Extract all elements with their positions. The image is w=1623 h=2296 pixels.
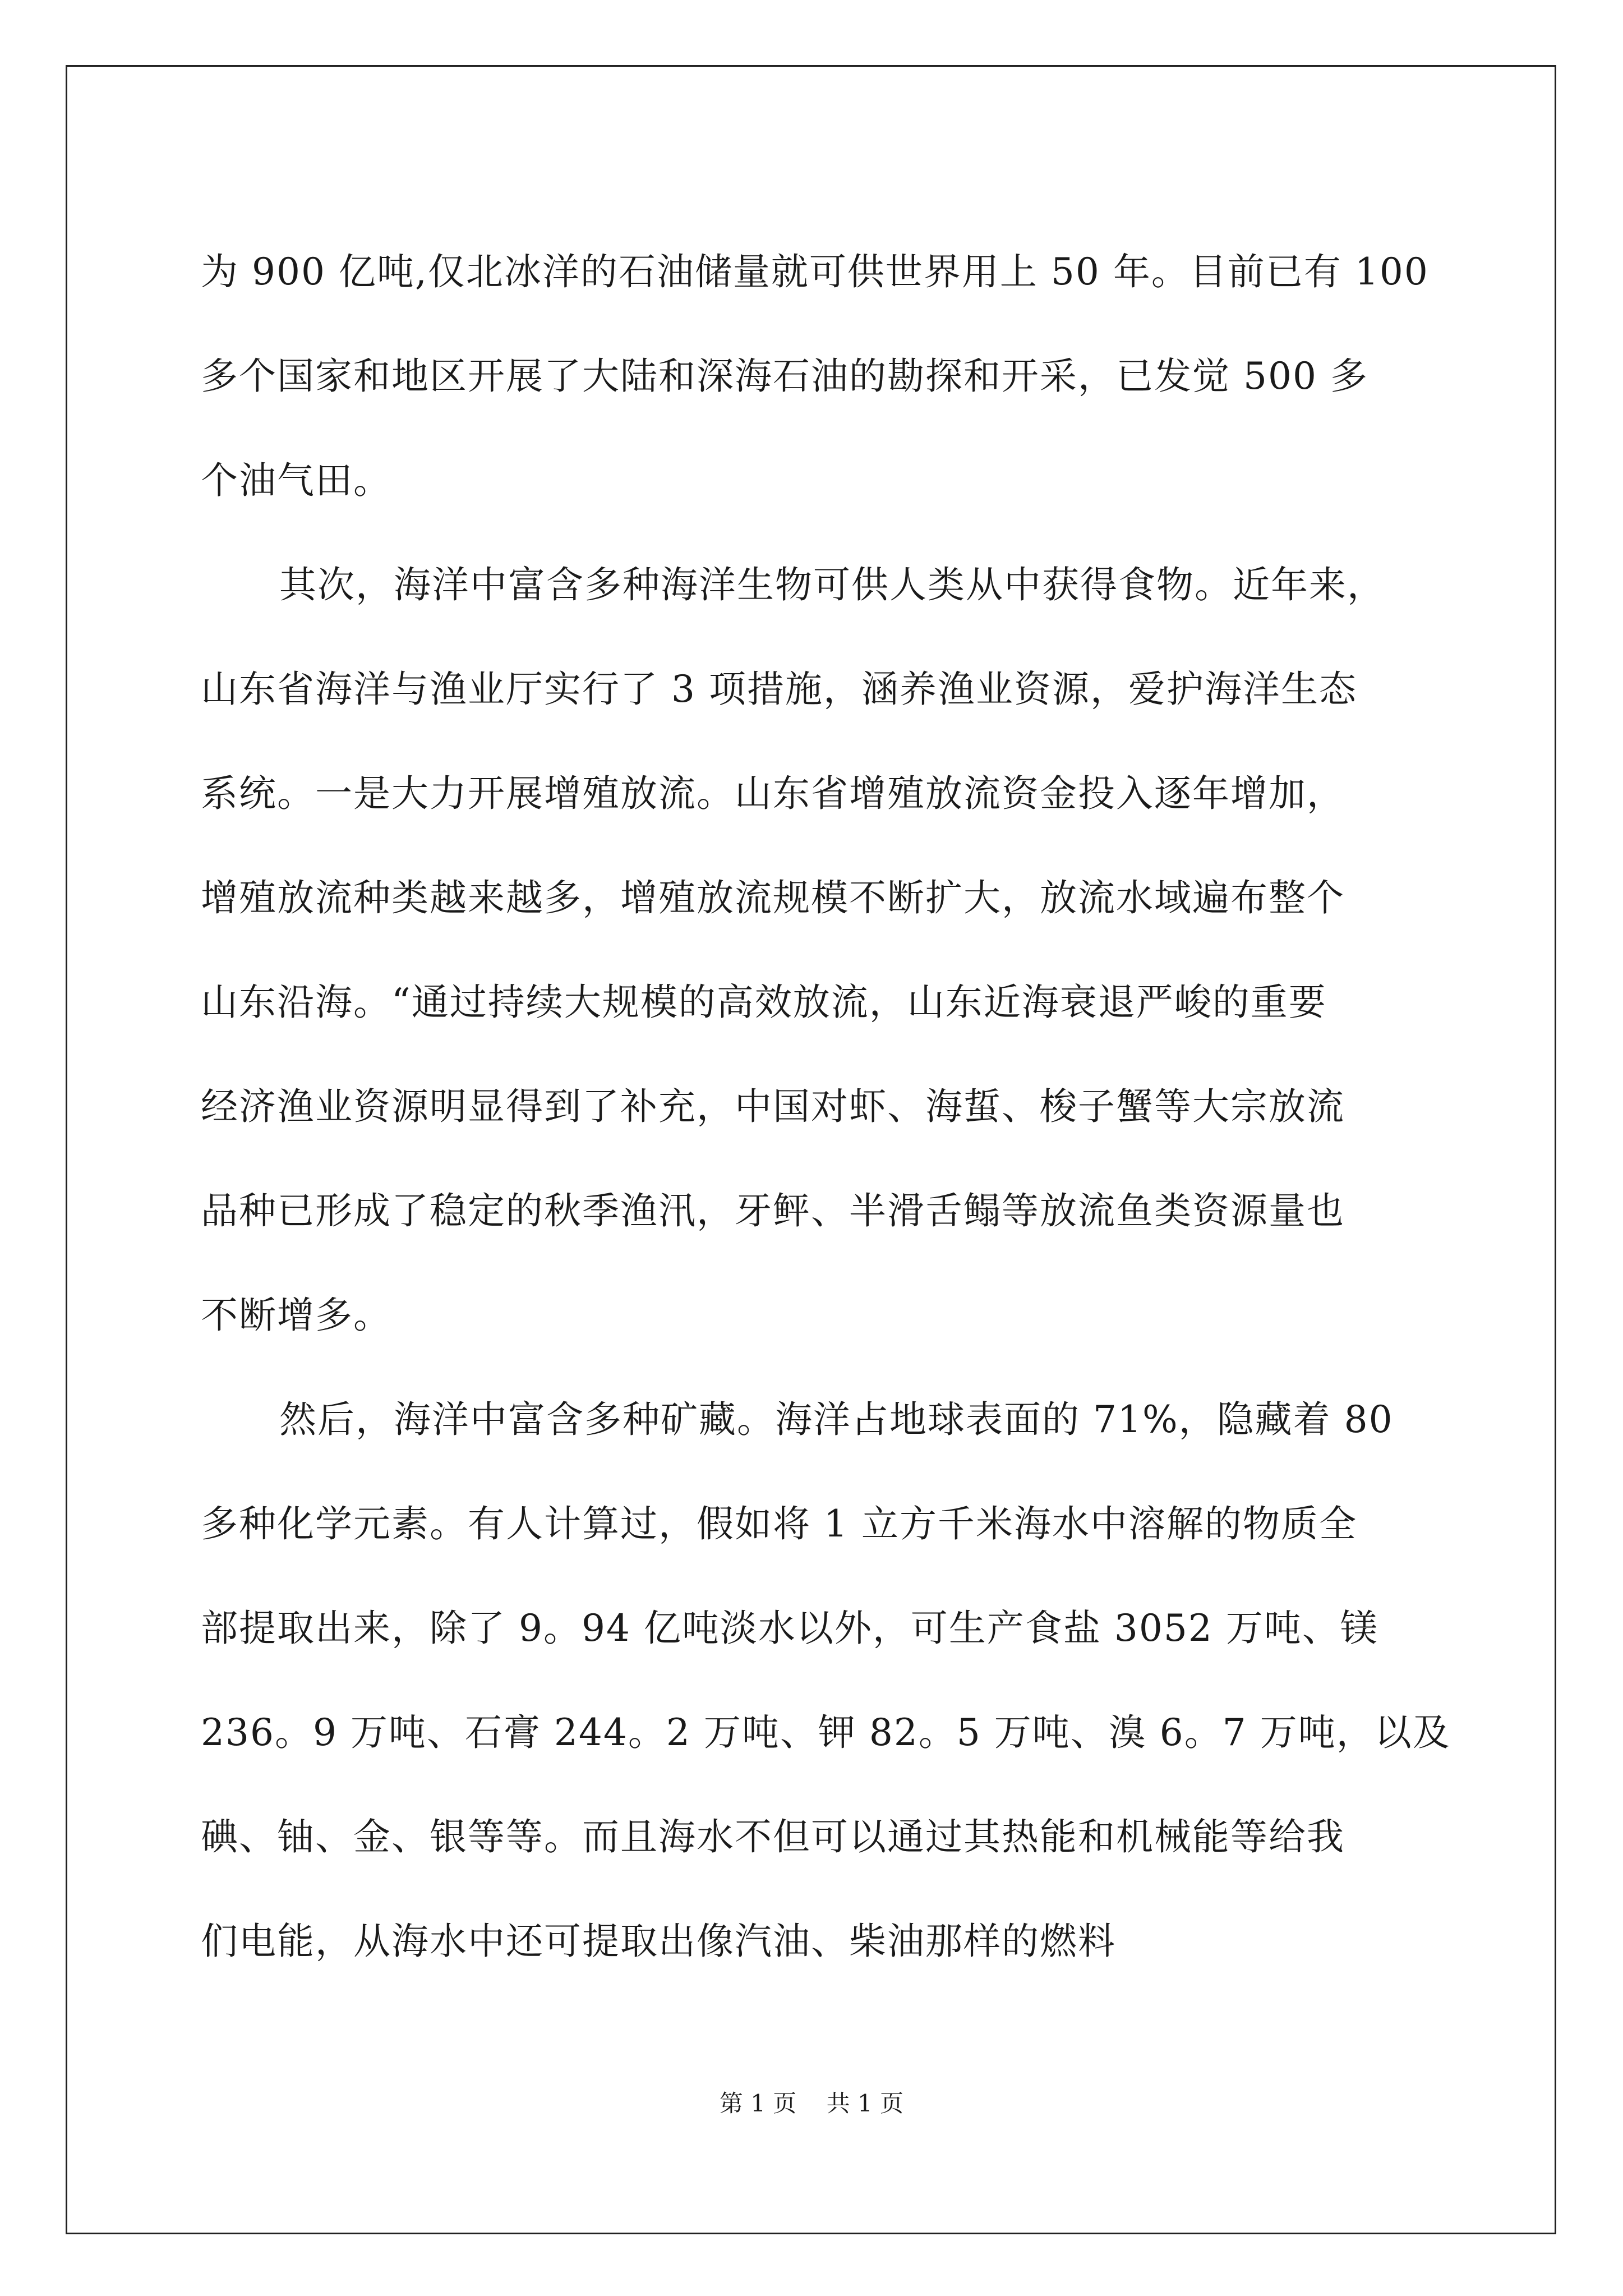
text-line: 山东省海洋与渔业厅实行了 3 项措施，涵养渔业资源，爱护海洋生态 bbox=[201, 667, 1357, 711]
page-footer bbox=[0, 2085, 1623, 2119]
text-line: 个油气田。 bbox=[201, 458, 391, 502]
text-line: 系统。一是大力开展增殖放流。山东省增殖放流资金投入逐年增加， bbox=[201, 771, 1345, 815]
text-line: 多个国家和地区开展了大陆和深海石油的勘探和开采，已发觉 500 多 bbox=[201, 354, 1368, 398]
text-line: 品种已形成了稳定的秋季渔汛，牙鲆、半滑舌鳎等放流鱼类资源量也 bbox=[201, 1189, 1345, 1232]
paragraph-start-line: 其次，海洋中富含多种海洋生物可供人类从中获得食物。近年来， bbox=[279, 563, 1385, 606]
page-number: 第 1 页 bbox=[719, 2090, 797, 2117]
paragraph-start-line: 然后，海洋中富含多种矿藏。海洋占地球表面的 71%，隐藏着 80 bbox=[279, 1397, 1394, 1441]
text-line: 236。9 万吨、石膏 244。2 万吨、钾 82。5 万吨、溴 6。7 万吨，以及 bbox=[201, 1710, 1451, 1754]
text-line: 们电能，从海水中还可提取出像汽油、柴油那样的燃料 bbox=[201, 1919, 1116, 1963]
text-line: 不断增多。 bbox=[201, 1293, 391, 1337]
text-line: 多种化学元素。有人计算过，假如将 1 立方千米海水中溶解的物质全 bbox=[201, 1502, 1357, 1545]
text-line: 为 900 亿吨,仅北冰洋的石油储量就可供世界用上 50 年。目前已有 100 bbox=[201, 250, 1429, 293]
text-line: 经济渔业资源明显得到了补充，中国对虾、海蜇、梭子蟹等大宗放流 bbox=[201, 1084, 1345, 1128]
page-total: 共 1 页 bbox=[826, 2090, 904, 2117]
text-line: 碘、铀、金、银等等。而且海水不但可以通过其热能和机械能等给我 bbox=[201, 1815, 1345, 1858]
text-line: 山东沿海。“通过持续大规模的高效放流，山东近海衰退严峻的重要 bbox=[201, 980, 1327, 1024]
document-body bbox=[201, 216, 1451, 1990]
text-line: 增殖放流种类越来越多，增殖放流规模不断扩大，放流水域遍布整个 bbox=[201, 876, 1345, 919]
text-line: 部提取出来，除了 9。94 亿吨淡水以外，可生产食盐 3052 万吨、镁 bbox=[201, 1606, 1378, 1650]
